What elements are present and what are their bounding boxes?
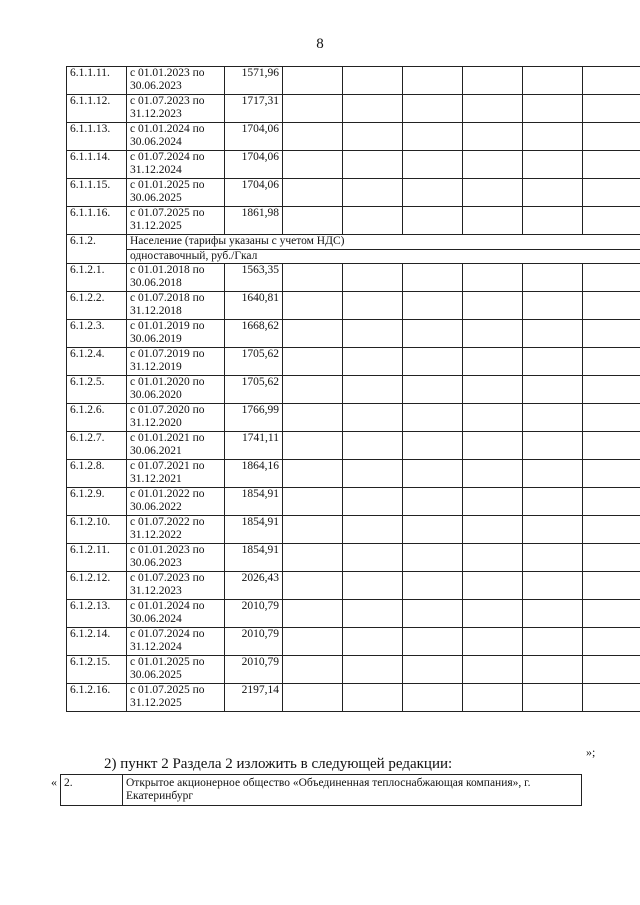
row-code: 6.1.1.13. (67, 123, 127, 151)
empty-cell (283, 600, 343, 628)
row-code: 6.1.2.16. (67, 684, 127, 712)
empty-cell (283, 544, 343, 572)
row-period: с 01.01.2019 по 30.06.2019 (127, 320, 225, 348)
row-code: 6.1.2.9. (67, 488, 127, 516)
empty-cell (403, 516, 463, 544)
empty-cell (463, 123, 523, 151)
empty-cell (583, 488, 640, 516)
empty-cell (283, 123, 343, 151)
row-code: 6.1.1.16. (67, 207, 127, 235)
empty-cell (523, 67, 583, 95)
row-code: 6.1.2.8. (67, 460, 127, 488)
table-row (67, 376, 640, 404)
row-code: 6.1.1.15. (67, 179, 127, 207)
empty-cell (343, 432, 403, 460)
empty-cell (523, 292, 583, 320)
closing-quote: »; (586, 745, 596, 759)
empty-cell (523, 432, 583, 460)
empty-cell (403, 67, 463, 95)
empty-cell (583, 460, 640, 488)
empty-cell (583, 264, 640, 292)
empty-cell (343, 488, 403, 516)
page-number: 8 (316, 36, 324, 52)
table-row (67, 544, 640, 572)
row-period: с 01.01.2018 по 30.06.2018 (127, 264, 225, 292)
empty-cell (463, 348, 523, 376)
row-period: с 01.07.2018 по 31.12.2018 (127, 292, 225, 320)
row-code: 6.1.2.14. (67, 628, 127, 656)
row-value: 1717,31 (225, 95, 283, 123)
row-period: с 01.01.2021 по 30.06.2021 (127, 432, 225, 460)
row-value: 2010,79 (225, 600, 283, 628)
table-row (67, 179, 640, 207)
empty-cell (583, 684, 640, 712)
row-period: с 01.07.2023 по 31.12.2023 (127, 95, 225, 123)
table-row (67, 600, 640, 628)
empty-cell (403, 404, 463, 432)
empty-cell (343, 460, 403, 488)
empty-cell (343, 320, 403, 348)
empty-cell (283, 151, 343, 179)
row-code: 6.1.2.2. (67, 292, 127, 320)
empty-cell (583, 544, 640, 572)
empty-cell (403, 207, 463, 235)
empty-cell (343, 207, 403, 235)
empty-cell (523, 488, 583, 516)
instruction-text: 2) пункт 2 Раздела 2 изложить в следующей редакции: (104, 756, 453, 772)
table-row (67, 151, 640, 179)
row-value: 1563,35 (225, 264, 283, 292)
row-value: 1854,91 (225, 488, 283, 516)
row-code: 6.1.2.1. (67, 264, 127, 292)
empty-cell (463, 572, 523, 600)
row-code: 6.1.1.11. (67, 67, 127, 95)
row-value: 1704,06 (225, 151, 283, 179)
empty-cell (283, 292, 343, 320)
row-period: с 01.07.2022 по 31.12.2022 (127, 516, 225, 544)
empty-cell (523, 207, 583, 235)
row-value: 1741,11 (225, 432, 283, 460)
empty-cell (343, 544, 403, 572)
empty-cell (343, 572, 403, 600)
table-row (67, 292, 640, 320)
empty-cell (403, 628, 463, 656)
row-value: 1864,16 (225, 460, 283, 488)
row-period: с 01.01.2022 по 30.06.2022 (127, 488, 225, 516)
empty-cell (283, 376, 343, 404)
empty-cell (523, 179, 583, 207)
row-period: с 01.01.2023 по 30.06.2023 (127, 67, 225, 95)
empty-cell (523, 544, 583, 572)
empty-cell (463, 544, 523, 572)
empty-cell (463, 95, 523, 123)
empty-cell (403, 488, 463, 516)
empty-cell (523, 348, 583, 376)
group-subtitle: одноставочный, руб./Гкал (127, 250, 640, 264)
row-value: 1861,98 (225, 207, 283, 235)
row-value: 1766,99 (225, 404, 283, 432)
empty-cell (523, 684, 583, 712)
row-code: 6.1.1.12. (67, 95, 127, 123)
empty-cell (583, 320, 640, 348)
empty-cell (343, 600, 403, 628)
table-row (67, 264, 640, 292)
table-row (67, 684, 640, 712)
empty-cell (403, 95, 463, 123)
empty-cell (523, 656, 583, 684)
table-row (67, 516, 640, 544)
row-value: 1571,96 (225, 67, 283, 95)
empty-cell (463, 600, 523, 628)
table-row (67, 320, 640, 348)
row-value: 1668,62 (225, 320, 283, 348)
empty-cell (403, 292, 463, 320)
empty-cell (283, 67, 343, 95)
empty-cell (403, 460, 463, 488)
empty-cell (463, 264, 523, 292)
row-value: 2197,14 (225, 684, 283, 712)
table-row (67, 95, 640, 123)
empty-cell (343, 179, 403, 207)
empty-cell (403, 684, 463, 712)
empty-cell (523, 151, 583, 179)
row-code: 6.1.2.5. (67, 376, 127, 404)
empty-cell (463, 432, 523, 460)
empty-cell (283, 656, 343, 684)
table-row (67, 432, 640, 460)
row-period: с 01.01.2023 по 30.06.2023 (127, 544, 225, 572)
empty-cell (343, 151, 403, 179)
empty-cell (403, 320, 463, 348)
row-period: с 01.07.2025 по 31.12.2025 (127, 207, 225, 235)
empty-cell (343, 292, 403, 320)
empty-cell (463, 404, 523, 432)
table-row (67, 348, 640, 376)
empty-cell (523, 516, 583, 544)
empty-cell (583, 572, 640, 600)
row-code: 6.1.2.7. (67, 432, 127, 460)
empty-cell (403, 123, 463, 151)
group-subheader-row (67, 250, 640, 264)
row-period: с 01.07.2020 по 31.12.2020 (127, 404, 225, 432)
empty-cell (583, 404, 640, 432)
row-value: 1640,81 (225, 292, 283, 320)
empty-cell (463, 684, 523, 712)
group-code: 6.1.2. (67, 235, 127, 264)
row-value: 1854,91 (225, 544, 283, 572)
empty-cell (583, 656, 640, 684)
empty-cell (583, 292, 640, 320)
empty-cell (343, 348, 403, 376)
empty-cell (343, 516, 403, 544)
empty-cell (343, 264, 403, 292)
empty-cell (583, 376, 640, 404)
empty-cell (283, 628, 343, 656)
empty-cell (523, 264, 583, 292)
empty-cell (403, 432, 463, 460)
empty-cell (403, 572, 463, 600)
empty-cell (523, 628, 583, 656)
row-period: с 01.07.2024 по 31.12.2024 (127, 151, 225, 179)
item-table (60, 774, 582, 806)
group-header-row (67, 235, 640, 250)
empty-cell (283, 404, 343, 432)
empty-cell (463, 376, 523, 404)
empty-cell (403, 544, 463, 572)
empty-cell (463, 207, 523, 235)
empty-cell (583, 600, 640, 628)
row-code: 6.1.2.3. (67, 320, 127, 348)
row-period: с 01.01.2025 по 30.06.2025 (127, 656, 225, 684)
empty-cell (283, 95, 343, 123)
row-code: 6.1.2.12. (67, 572, 127, 600)
table-row (67, 123, 640, 151)
empty-cell (463, 628, 523, 656)
opening-quote: « (51, 775, 57, 789)
row-code: 6.1.2.15. (67, 656, 127, 684)
empty-cell (343, 404, 403, 432)
empty-cell (343, 95, 403, 123)
empty-cell (283, 320, 343, 348)
row-value: 1704,06 (225, 179, 283, 207)
empty-cell (523, 95, 583, 123)
empty-cell (403, 656, 463, 684)
empty-cell (463, 67, 523, 95)
row-value: 1704,06 (225, 123, 283, 151)
empty-cell (283, 179, 343, 207)
empty-cell (463, 320, 523, 348)
row-value: 1705,62 (225, 376, 283, 404)
empty-cell (463, 292, 523, 320)
row-period: с 01.01.2024 по 30.06.2024 (127, 600, 225, 628)
empty-cell (583, 67, 640, 95)
empty-cell (283, 684, 343, 712)
table-row (67, 628, 640, 656)
table-row (67, 404, 640, 432)
row-value: 2010,79 (225, 628, 283, 656)
table-row (67, 488, 640, 516)
empty-cell (283, 488, 343, 516)
empty-cell (523, 320, 583, 348)
row-value: 2010,79 (225, 656, 283, 684)
empty-cell (463, 460, 523, 488)
item-code: 2. (61, 775, 123, 806)
empty-cell (463, 516, 523, 544)
row-period: с 01.01.2020 по 30.06.2020 (127, 376, 225, 404)
empty-cell (403, 264, 463, 292)
empty-cell (283, 264, 343, 292)
empty-cell (583, 516, 640, 544)
row-code: 6.1.2.10. (67, 516, 127, 544)
empty-cell (283, 516, 343, 544)
row-period: с 01.01.2025 по 30.06.2025 (127, 179, 225, 207)
empty-cell (343, 656, 403, 684)
row-code: 6.1.2.6. (67, 404, 127, 432)
table-row (67, 460, 640, 488)
row-code: 6.1.2.11. (67, 544, 127, 572)
empty-cell (283, 460, 343, 488)
empty-cell (463, 179, 523, 207)
group-title: Население (тарифы указаны с учетом НДС) (127, 235, 640, 250)
row-period: с 01.07.2024 по 31.12.2024 (127, 628, 225, 656)
tariff-table (66, 66, 640, 712)
empty-cell (283, 207, 343, 235)
table-row (67, 572, 640, 600)
table-row (67, 67, 640, 95)
empty-cell (583, 151, 640, 179)
empty-cell (403, 179, 463, 207)
row-code: 6.1.1.14. (67, 151, 127, 179)
row-period: с 01.07.2025 по 31.12.2025 (127, 684, 225, 712)
empty-cell (403, 151, 463, 179)
empty-cell (583, 207, 640, 235)
empty-cell (343, 628, 403, 656)
row-period: с 01.01.2024 по 30.06.2024 (127, 123, 225, 151)
empty-cell (403, 376, 463, 404)
empty-cell (583, 628, 640, 656)
row-period: с 01.07.2023 по 31.12.2023 (127, 572, 225, 600)
empty-cell (583, 348, 640, 376)
empty-cell (523, 600, 583, 628)
empty-cell (583, 432, 640, 460)
empty-cell (583, 179, 640, 207)
table-row (67, 656, 640, 684)
empty-cell (523, 404, 583, 432)
empty-cell (283, 348, 343, 376)
empty-cell (523, 572, 583, 600)
row-value: 1854,91 (225, 516, 283, 544)
row-code: 6.1.2.13. (67, 600, 127, 628)
empty-cell (283, 432, 343, 460)
empty-cell (343, 123, 403, 151)
empty-cell (283, 572, 343, 600)
row-period: с 01.07.2021 по 31.12.2021 (127, 460, 225, 488)
empty-cell (403, 348, 463, 376)
row-code: 6.1.2.4. (67, 348, 127, 376)
empty-cell (463, 488, 523, 516)
empty-cell (523, 123, 583, 151)
empty-cell (583, 123, 640, 151)
row-value: 2026,43 (225, 572, 283, 600)
empty-cell (343, 684, 403, 712)
item-text: Открытое акционерное общество «Объединенная теплоснабжающая компания», г. Екатеринбург (123, 775, 582, 806)
table-row (67, 207, 640, 235)
empty-cell (403, 600, 463, 628)
empty-cell (463, 656, 523, 684)
empty-cell (343, 67, 403, 95)
empty-cell (343, 376, 403, 404)
empty-cell (523, 460, 583, 488)
empty-cell (523, 376, 583, 404)
empty-cell (583, 95, 640, 123)
empty-cell (463, 151, 523, 179)
item-row (61, 775, 582, 806)
row-value: 1705,62 (225, 348, 283, 376)
row-period: с 01.07.2019 по 31.12.2019 (127, 348, 225, 376)
